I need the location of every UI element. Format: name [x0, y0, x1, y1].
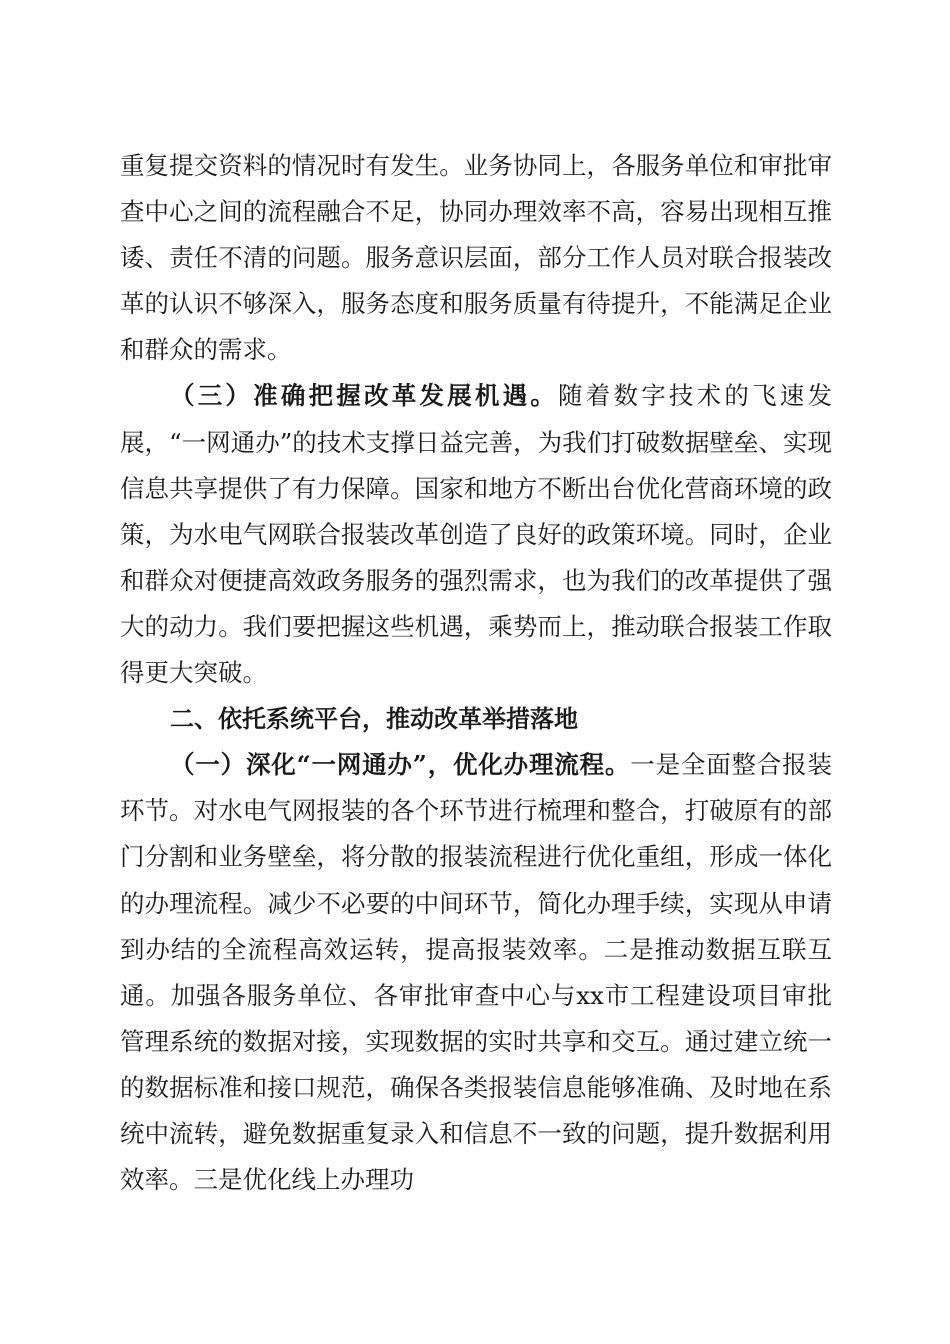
paragraph-text: 随着数字技术的飞速发展，“一网通办”的技术支撑日益完善，为我们打破数据壁垒、实现信息共享提供了有力保障。国家和地方不断出台优化营商环境的政策，为水电气网联合报装改革创造了良好的政策环境。同时，企业和群众对便捷高效政务服务的强烈需求，也为我们的改革提供了强大的动力。我们要把握这些机遇，乘势而上，推动联合报装工作取得更大突破。	[120, 381, 833, 688]
paragraph-lead: （三）准确把握改革发展机遇。	[170, 381, 559, 411]
document-body	[120, 143, 832, 1203]
paragraph-text: 重复提交资料的情况时有发生。业务协同上，各服务单位和审批审查中心之间的流程融合不足，协同办理效率不高，容易出现相互推诿、责任不清的问题。服务意识层面，部分工作人员对联合报装改革的认识不够深入，服务态度和服务质量有待提升，不能满足企业和群众的需求。	[120, 151, 832, 365]
paragraph-lead: （一）深化“一网通办”，优化办理流程。	[170, 750, 631, 780]
one-network-paragraph	[120, 742, 832, 1203]
section-heading: 二、依托系统平台，推动改革举措落地	[170, 705, 578, 734]
reform-opportunity-paragraph	[120, 373, 832, 696]
paragraph-text: 一是全面整合报装环节。对水电气网报装的各个环节进行梳理和整合，打破原有的部门分割和业务壁垒，将分散的报装流程进行优化重组，形成一体化的办理流程。减少不必要的中间环节，简化办理手续，实现从申请到办结的全流程高效运转，提高报装效率。二是推动数据互联互通。加强各服务单位、各审批审查中心与xx市工程建设项目审批管理系统的数据对接，实现数据的实时共享和交互。通过建立统一的数据标准和接口规范，确保各类报装信息能够准确、及时地在系统中流转，避免数据重复录入和信息不一致的问题，提升数据利用效率。三是优化线上办理功	[120, 750, 833, 1195]
continuation-paragraph	[120, 143, 832, 373]
